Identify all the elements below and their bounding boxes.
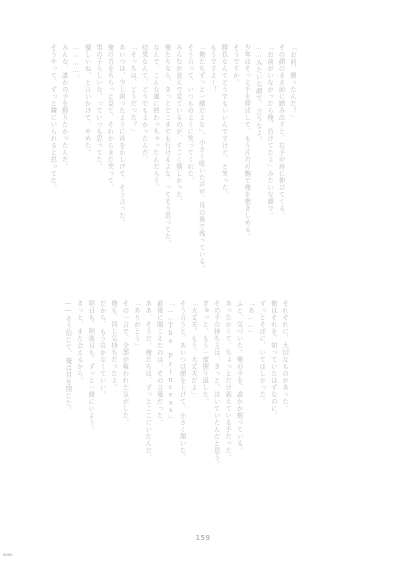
text-column: 優しいね、と言いかけて、やめた。 — [83, 44, 91, 156]
text-column: それぞれに、大切なものがあった。 — [281, 300, 289, 412]
text-column: そうですか。 — [231, 44, 239, 86]
text-column: その顔のまま前に踏み出すと、右手が肩に伸びてくる。 — [277, 44, 285, 219]
text-column: 俺はそれを、知っていたはずなのに。 — [269, 300, 277, 419]
text-column: ああ、そうだ。俺たちは、ずっとここにいたんだ。 — [144, 300, 152, 461]
text-column: 結果なんて、どうでもよかったんだ。 — [140, 44, 148, 163]
text-column: そう言って、いつものように笑ってくれた。 — [186, 44, 194, 184]
text-column: きっと、また会えるから。 — [75, 300, 83, 384]
text-column: あったかくて、ちょっとだけ震えている手だった。 — [224, 300, 232, 461]
margin-mark: 0000 — [3, 553, 13, 557]
text-column: 「大丈夫。もう、大丈夫だよ」 — [189, 300, 197, 398]
text-column: 「ありがとう」 — [132, 300, 140, 349]
lower-text-block — [62, 300, 290, 550]
text-column: …………。 — [72, 44, 80, 82]
text-column: 男の子らしいな、っていつも思ってた。 — [95, 44, 103, 170]
text-column: 「そっちは、どうだった？」 — [129, 44, 137, 135]
text-column: だから、もう泣かなくていい。 — [98, 300, 106, 398]
text-column: 「あ……」 — [246, 300, 254, 337]
text-column: 俺の方をちらっと見て、それからまた笑って。 — [106, 44, 114, 191]
text-column: ぎゅっと、もう一度握り返した。 — [201, 300, 209, 405]
text-column: 俺たちなら、きっとどこまでも行けるよな、ってそう思ってた。 — [163, 44, 171, 247]
text-column: あいつは、少し困ったように首をかしげて、そう言った。 — [117, 44, 125, 226]
text-column: そう言うと、あいつは顔を上げて、小さく頷いた。 — [178, 300, 186, 461]
text-column: 「お前、勝ったんだ？」 — [288, 44, 296, 121]
text-column: その一言で、全部が報われた気がした。 — [121, 300, 129, 426]
text-column: 最後に聞こえたのは、その言葉だった。 — [155, 300, 163, 426]
text-column: その手の持ち主は、きっと、泣いていたんだと思う。 — [212, 300, 220, 468]
text-column: ずっとそばに、いてほしかった。 — [258, 300, 266, 405]
text-column: 勝負なんてどうでもいいんですけど、と笑った。 — [220, 44, 228, 198]
text-column: そうやって、ずっと隣にいられると思ってた。 — [49, 44, 57, 191]
upper-text-block — [47, 44, 298, 276]
text-column: みんなが並んで見ているのが、すごく嬉しかった。 — [174, 44, 182, 205]
text-column: もうですよー！ — [209, 44, 217, 93]
text-column: ふと、気づいた。俺の手を、誰かが握っている。 — [235, 300, 243, 454]
text-column: なんで、こんな風に終わっちゃったんだろう。 — [152, 44, 160, 191]
text-column: 「……The Princess」 — [167, 300, 175, 422]
text-column: 俺も、同じ気持ちだったよ。 — [110, 300, 118, 391]
text-column: 「俺たちずっと一緒だよな」。小さく呟いた声が、耳の奥で残っている。 — [197, 44, 205, 272]
text-column: ……みたいな顔で、言うなよ。 — [254, 44, 262, 144]
page-number: 159 — [195, 534, 211, 542]
text-column: みんな、誰かの手を握りたかったんだ。 — [60, 44, 68, 170]
text-column: ――そう信じて、俺は目を閉じた。 — [64, 300, 72, 414]
text-column: 少年はそっと手を伸ばして、もう片方の腕で俺を抱きしめる。 — [243, 44, 251, 240]
text-column: 明日も、明後日も、ずっと一緒にいよう。 — [87, 300, 95, 433]
text-column: 「お前がいなかったら俺、負けてたよ」みたいな顔で。 — [266, 44, 274, 219]
